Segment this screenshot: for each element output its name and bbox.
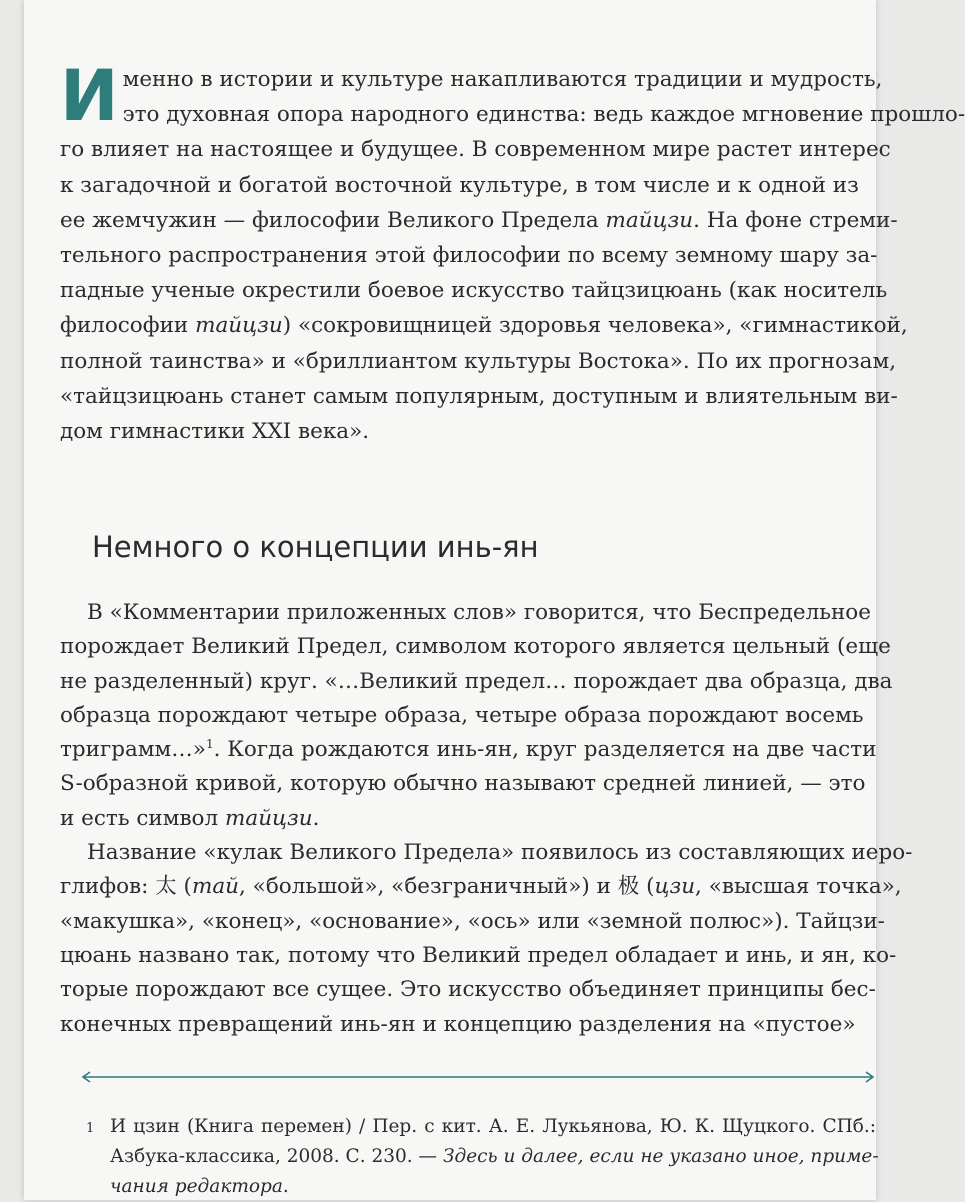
footnote-line: И цзин (Книга перемен) / Пер. с кит. А. Е. Лукьянова, Ю. К. Щуцкого. СПб.: bbox=[110, 1116, 876, 1137]
text-line: S-образной кривой, которую обычно называют средней линией, — это bbox=[60, 771, 866, 797]
text-line: это духовная опора народного единства: ведь каждое мгновение прошло- bbox=[122, 102, 965, 128]
text-line: образца порождают четыре образа, четыре образа порождают восемь bbox=[60, 702, 864, 728]
text-line: конечных превращений инь-ян и концепцию разделения на «пустое» bbox=[60, 1011, 856, 1037]
italic-term: тайцзи bbox=[195, 313, 283, 339]
text-line: ее жемчужин — философии Великого Предела тайцзи. На фоне стреми- bbox=[60, 207, 898, 233]
text-line: порождает Великий Предел, символом которого является цельный (еще bbox=[60, 634, 891, 660]
text-line: и есть символ тайцзи. bbox=[60, 805, 320, 831]
footnote-number: 1 bbox=[86, 1121, 95, 1136]
text-line: тельного распространения этой философии по всему земному шару за- bbox=[60, 242, 878, 268]
italic-term: тайцзи bbox=[605, 207, 694, 233]
footnote bbox=[86, 1112, 879, 1202]
italic-term: тайцзи bbox=[225, 805, 313, 831]
text-line: философии тайцзи) «сокровищницей здоровья человека», «гимнастикой, bbox=[60, 313, 908, 339]
text-line: менно в истории и культуре накапливаются традиции и мудрость, bbox=[122, 67, 883, 92]
footnote-ref[interactable]: 1 bbox=[205, 737, 214, 752]
text-line: В «Комментарии приложенных слов» говорится, что Беспредельное bbox=[87, 600, 871, 625]
text-line: торые порождают все сущее. Это искусство объединяет принципы бес- bbox=[60, 977, 876, 1003]
text-line: Название «кулак Великого Предела» появилось из составляющих иеро- bbox=[87, 840, 913, 866]
intro-paragraph bbox=[60, 55, 965, 449]
text-line: «тайцзицюань станет самым популярным, доступным и влиятельным ви- bbox=[60, 383, 898, 409]
text-line: не разделенный) круг. «…Великий предел… порождает два образца, два bbox=[60, 668, 893, 694]
footnote-line: Азбука-классика, 2008. С. 230. — Здесь и далее, если не указано иное, приме- bbox=[110, 1146, 879, 1167]
body-text bbox=[60, 596, 913, 1042]
text-line: дом гимнастики XXI века». bbox=[60, 418, 370, 444]
footnote-line: чания редактора. bbox=[110, 1176, 289, 1197]
text-line: цюань названо так, потому что Великий предел обладает и инь, и ян, ко- bbox=[60, 942, 897, 968]
text-line: «макушка», «конец», «основание», «ось» или «земной полюс»). Тайцзи- bbox=[60, 908, 885, 934]
text-line: триграмм…»$^1$. Когда рождаются инь-ян, круг разделяется на две части bbox=[60, 737, 877, 763]
drop-cap: И bbox=[60, 55, 119, 137]
text-line: го влияет на настоящее и будущее. В современном мире растет интерес bbox=[60, 137, 891, 163]
text-line: к загадочной и богатой восточной культуре, в том числе и к одной из bbox=[60, 172, 859, 198]
text-line: глифов: 太 (тай, «большой», «безграничный») и 极 (цзи, «высшая точка», bbox=[60, 874, 902, 900]
book-page bbox=[24, 0, 965, 1200]
footnote-divider bbox=[80, 1070, 876, 1084]
section-heading: Немного о концепции инь-ян bbox=[92, 530, 539, 564]
text-line: полной таинства» и «бриллиантом культуры Востока». По их прогнозам, bbox=[60, 348, 897, 374]
text-line: падные ученые окрестили боевое искусство тайцзицюань (как носитель bbox=[60, 278, 888, 304]
